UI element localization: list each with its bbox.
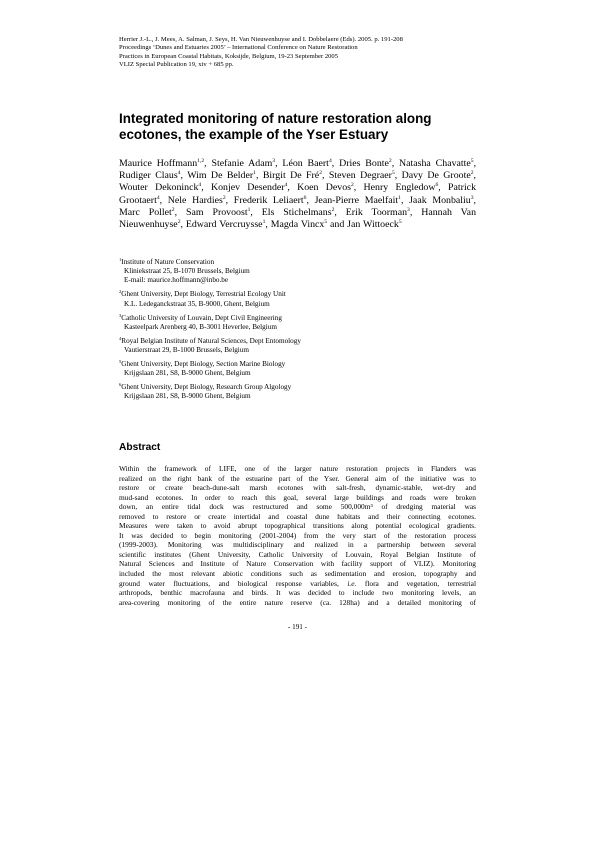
author-name: Henry Engledow bbox=[363, 182, 436, 194]
affiliation-line bbox=[119, 267, 479, 276]
abstract-line: removed to restore or create intertidal and coastal dune habitats and their connecting ecotones. bbox=[119, 511, 476, 521]
author bbox=[315, 195, 401, 206]
affiliation-text: Kliniekstraat 25, B-1070 Brussels, Belgium bbox=[124, 267, 250, 276]
author-affiliation-mark: 1 bbox=[262, 219, 266, 226]
author-name: Sam Provoost bbox=[185, 206, 248, 218]
author bbox=[271, 219, 327, 230]
affiliation-number: 1 bbox=[119, 257, 122, 262]
author-name: Wouter Dekoninck bbox=[119, 182, 199, 194]
affiliation-line bbox=[119, 300, 479, 309]
abstract-line: Measures were taken to avoid abrupt topographical transitions along potential ecological gradients. bbox=[119, 521, 476, 531]
author-name: Marc Pollet bbox=[119, 206, 172, 218]
author bbox=[119, 207, 175, 218]
author-affiliation-mark: 4 bbox=[284, 182, 288, 189]
affiliation bbox=[119, 383, 479, 401]
abstract-body bbox=[119, 464, 476, 607]
abstract-line: ground water fluctuations, and biological response variables, i.e. flora and vegetation, terrestrial bbox=[119, 578, 476, 588]
affiliation-text: Krijgslaan 281, S8, B-9000 Ghent, Belgium bbox=[124, 369, 251, 378]
author-name: Rudiger Claus bbox=[119, 170, 178, 182]
author-list: Maurice Hoffmann$^{1,2}$, Stefanie Adam$^3$, Léon Baert$^4$, Dries Bonte$^2$, Natasha Chavatte$^5$, Rudiger Claus$^4$, Wim De Belder$^1$, Birgit De Fré$^2$, Steven Degraer$^5$, Davy De Groote$^2$, Wouter Dekoninck$^4$, Konjev Desender$^4$, Koen Devos$^2$, Henry Engledow$^6$, Patrick Grootaert$^4$, Nele Hardies$^2$, Frederik Leliaert$^6$, Jean-Pierre Maelfait$^1$, Jaak Monbaliu$^3$, Marc Pollet$^2$, Sam Provoost$^1$, Els Stichelmans$^2$, Erik Toorman$^3$, Hannah Van Nieuwenhuyse$^2$, Edward Vercruysse$^1$, Magda Vincx$^5$ and Jan Wittoeck$^5$ bbox=[119, 158, 477, 231]
affiliation-line bbox=[119, 323, 479, 332]
author-affiliation-mark: 3 bbox=[407, 206, 410, 213]
affiliation-text: Krijgslaan 281, S8, B-9000 Ghent, Belgium bbox=[124, 392, 251, 401]
author-affiliation-mark: 3 bbox=[272, 158, 276, 164]
author-name: Maurice Hoffmann bbox=[119, 158, 198, 169]
affiliation bbox=[119, 314, 479, 332]
abstract-line: It was decided to begin monitoring (2001-2004) from the very start of the restoration process bbox=[119, 530, 476, 540]
author bbox=[339, 158, 392, 169]
abstract-line: arthropods, benthic macrofauna and birds. It was decided to include two monitoring levels, an bbox=[119, 588, 476, 598]
author-name: Nele Hardies bbox=[167, 194, 223, 206]
author bbox=[187, 170, 256, 181]
affiliation-number: 5 bbox=[119, 359, 122, 365]
affiliation-line bbox=[119, 290, 479, 299]
affiliation-number: 2 bbox=[119, 289, 122, 295]
author-affiliation-mark: 5 bbox=[398, 219, 402, 226]
abstract-heading: Abstract bbox=[119, 442, 161, 453]
author-name: Léon Baert bbox=[282, 158, 329, 169]
author-name: Patrick Grootaert bbox=[119, 182, 477, 206]
author-name: Natasha Chavatte bbox=[399, 158, 471, 169]
author bbox=[297, 182, 354, 193]
author-affiliation-mark: 4 bbox=[328, 158, 332, 164]
author bbox=[329, 170, 395, 181]
author-affiliation-mark: 2 bbox=[350, 182, 354, 189]
affiliation-line bbox=[119, 346, 479, 355]
author bbox=[211, 158, 275, 169]
title-line: Integrated monitoring of nature restoration along bbox=[119, 111, 432, 126]
header-line: Proceedings ‘Dunes and Estuaries 2005’ – International Conference on Nature Restoration bbox=[119, 44, 358, 52]
author-affiliation-mark: 3 bbox=[470, 194, 474, 201]
author bbox=[119, 182, 201, 193]
affiliation-number: 4 bbox=[119, 335, 122, 341]
author bbox=[402, 170, 474, 181]
paper-title bbox=[119, 111, 499, 142]
affiliation-text: Vautierstraat 29, B-1000 Brussels, Belgium bbox=[124, 346, 249, 355]
author bbox=[263, 170, 322, 181]
author-name: Frederik Leliaert bbox=[233, 194, 304, 206]
author-name: Jaak Monbaliu bbox=[409, 194, 471, 206]
author bbox=[211, 182, 287, 193]
affiliation bbox=[119, 258, 479, 286]
author-affiliation-mark: 5 bbox=[324, 219, 328, 226]
affiliation-line bbox=[119, 383, 479, 392]
header-line: VLIZ Special Publication 19, xiv + 685 pp. bbox=[119, 61, 234, 69]
abstract-line: (1999-2003). Monitoring was multidisciplinary and realized in a partnership between several bbox=[119, 540, 476, 550]
author-affiliation-mark: 1 bbox=[247, 206, 251, 213]
author-name: Stefanie Adam bbox=[211, 158, 273, 169]
author-affiliation-mark: 4 bbox=[198, 182, 202, 189]
author-name: Edward Vercruysse bbox=[185, 219, 263, 231]
author bbox=[262, 207, 335, 218]
abstract-emphasis: i.e. bbox=[347, 578, 357, 588]
affiliation-line bbox=[119, 360, 479, 369]
author-affiliation-mark: 2 bbox=[331, 206, 335, 213]
author bbox=[234, 195, 307, 206]
affiliation-line bbox=[119, 314, 479, 323]
author-name: Els Stichelmans bbox=[261, 206, 332, 218]
author-name: Erik Toorman bbox=[345, 206, 408, 218]
affiliation-text: Ghent University, Dept Biology, Terrestrial Ecology Unit bbox=[121, 290, 286, 299]
abstract-line: scientific institutes (Ghent University, Catholic University of Louvain, Royal Belgian Institute of bbox=[119, 549, 476, 559]
author-conjunction: and bbox=[330, 219, 345, 231]
abstract-line: included the most relevant abiotic conditions such as sedimentation and erosion, topography and bbox=[119, 569, 476, 579]
affiliation-text: E-mail: maurice.hoffmann@inbo.be bbox=[124, 276, 229, 285]
title-line: ecotones, the example of the Yser Estuary bbox=[119, 126, 389, 142]
affiliation-text: Catholic University of Louvain, Dept Civil Engineering bbox=[121, 313, 282, 322]
author bbox=[186, 207, 250, 218]
author-affiliation-mark: 2 bbox=[388, 158, 392, 164]
author bbox=[399, 158, 474, 169]
author-affiliation-mark: 2 bbox=[222, 194, 226, 201]
affiliation-text: Kasteelpark Arenberg 40, B-3001 Heverlee, Belgium bbox=[124, 322, 277, 331]
affiliation-text: Ghent University, Dept Biology, Section Marine Biology bbox=[121, 360, 286, 369]
author-affiliation-mark: 4 bbox=[156, 194, 160, 201]
author-name: Hannah Van Nieuwenhuyse bbox=[119, 206, 477, 231]
author-affiliation-mark: 1 bbox=[253, 170, 256, 177]
affiliation-line bbox=[119, 337, 479, 346]
author-affiliation-mark: 2 bbox=[470, 170, 474, 177]
affiliation-line bbox=[119, 392, 479, 401]
author-affiliation-mark: 2 bbox=[171, 206, 175, 213]
header-line: Practices in European Coastal Habitats, Koksijde, Belgium, 19-23 September 2005 bbox=[119, 52, 339, 60]
author-name: Wim De Belder bbox=[187, 170, 254, 182]
author-name: Birgit De Fré bbox=[262, 170, 320, 182]
author bbox=[119, 158, 204, 169]
abstract-line: restore or create beach-dune-salt marsh ecotones with salt-fresh, dynamic-stable, wet-dry and bbox=[119, 483, 476, 493]
affiliation-line bbox=[119, 258, 479, 267]
affiliation-text: Institute of Nature Conservation bbox=[121, 258, 215, 266]
author-name: Davy De Groote bbox=[401, 170, 471, 182]
author bbox=[282, 158, 331, 169]
abstract-line: Natural Sciences and Institute of Nature Conservation with facility support of VLIZ). Monitoring bbox=[119, 559, 476, 569]
page-number: - 191 - bbox=[287, 623, 308, 631]
author bbox=[168, 195, 226, 206]
abstract-line: mud-sand ecotones. In order to reach this goal, several large buildings and roads were broken bbox=[119, 492, 476, 502]
author bbox=[347, 219, 401, 230]
author-name: Steven Degraer bbox=[328, 170, 392, 182]
affiliation bbox=[119, 360, 479, 378]
author-name: Koen Devos bbox=[297, 182, 351, 194]
author-name: Magda Vincx bbox=[270, 219, 325, 231]
author-affiliation-mark: 2 bbox=[319, 170, 322, 177]
author-affiliation-mark: 2 bbox=[177, 219, 181, 226]
author bbox=[409, 195, 473, 206]
affiliation-line bbox=[119, 369, 479, 378]
affiliation bbox=[119, 337, 479, 355]
abstract-line: Within the framework of LIFE, one of the larger nature restoration projects in Flanders was bbox=[119, 464, 476, 473]
author-affiliation-mark: 1,2 bbox=[197, 158, 205, 164]
author-name: Dries Bonte bbox=[339, 158, 389, 169]
affiliation-text: Royal Belgian Institute of Natural Sciences, Dept Entomology bbox=[121, 336, 301, 345]
author-name: Konjev Desender bbox=[210, 182, 285, 194]
header-line: Herrier J.-L., J. Mees, A. Salman, J. Seys, H. Van Nieuwenhuyse and I. Dobbelaere (Eds). 2005. p. 191-208 bbox=[119, 36, 403, 43]
publication-header bbox=[119, 36, 479, 70]
affiliation-text: K.L. Ledeganckstraat 35, B-9000, Ghent, Belgium bbox=[124, 299, 270, 308]
abstract-line: realized on the right bank of the estuarine part of the Yser. General aim of the initiative was to bbox=[119, 473, 476, 483]
affiliation-list bbox=[119, 258, 479, 406]
author-name: Jan Wittoeck bbox=[347, 219, 399, 231]
affiliation-number: 6 bbox=[119, 382, 122, 388]
affiliation-text: Ghent University, Dept Biology, Research Group Algology bbox=[121, 383, 292, 392]
author-affiliation-mark: 5 bbox=[391, 170, 395, 177]
author bbox=[186, 219, 266, 230]
author-name: Jean-Pierre Maelfait bbox=[314, 194, 399, 206]
author bbox=[119, 170, 181, 181]
author-affiliation-mark: 5 bbox=[470, 158, 474, 164]
abstract-line: down, an entire tidal dock was restructured and some 500,000m³ of dredging material was bbox=[119, 502, 476, 512]
affiliation-line bbox=[119, 276, 479, 285]
affiliation bbox=[119, 290, 479, 308]
affiliation-number: 3 bbox=[119, 312, 122, 318]
author-affiliation-mark: 6 bbox=[435, 182, 439, 189]
abstract-line: area-covering monitoring of the entire nature reserve (ca. 128ha) and a detailed monitoring of bbox=[119, 597, 476, 607]
author bbox=[346, 207, 410, 218]
author-affiliation-mark: 1 bbox=[398, 194, 401, 201]
author-affiliation-mark: 6 bbox=[303, 194, 307, 201]
author-affiliation-mark: 4 bbox=[177, 170, 181, 177]
author bbox=[364, 182, 439, 193]
